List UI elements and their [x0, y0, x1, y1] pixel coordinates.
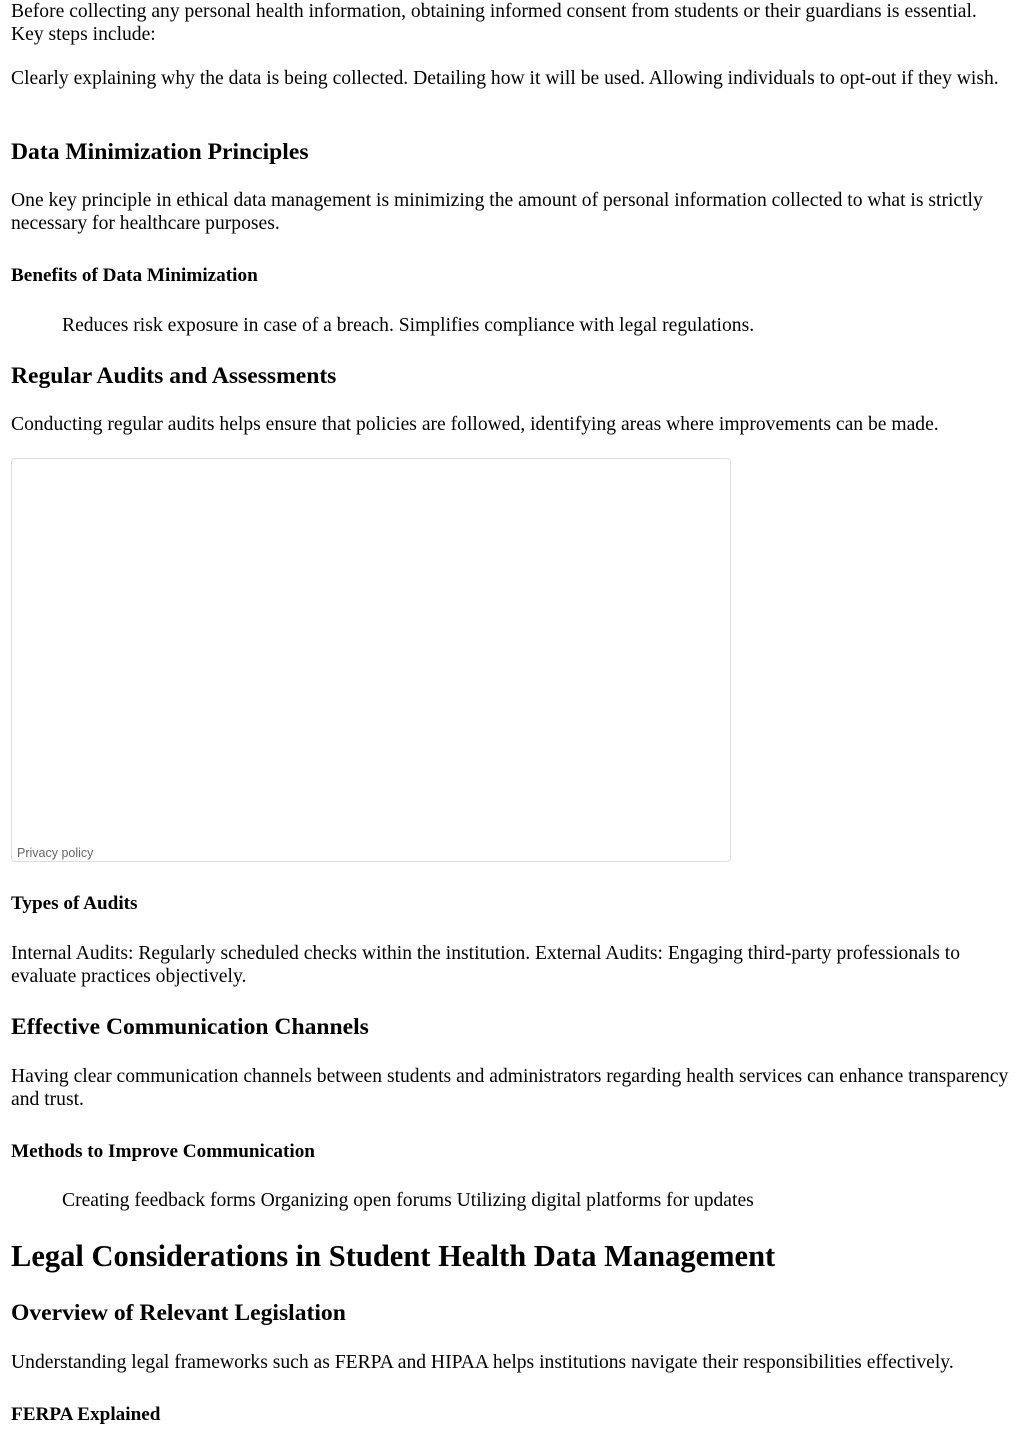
- privacy-policy-link[interactable]: Privacy policy: [17, 846, 94, 860]
- legislation-overview-heading: Overview of Relevant Legislation: [11, 1300, 346, 1326]
- legislation-paragraph: Understanding legal frameworks such as FERPA and HIPAA helps institutions navigate their responsibilities effectively.: [11, 1352, 954, 1373]
- benefits-heading: Benefits of Data Minimization: [11, 265, 258, 286]
- communication-heading: Effective Communication Channels: [11, 1014, 369, 1040]
- communication-methods-heading: Methods to Improve Communication: [11, 1141, 315, 1162]
- consent-steps-paragraph: Clearly explaining why the data is being collected. Detailing how it will be used. Allowing individuals to opt-out if they wish.: [11, 68, 999, 89]
- embedded-content-frame[interactable]: [11, 458, 731, 862]
- communication-methods-list: Creating feedback forms Organizing open forums Utilizing digital platforms for updates: [62, 1190, 754, 1211]
- audit-types-heading: Types of Audits: [11, 893, 138, 914]
- consent-intro-paragraph: Before collecting any personal health information, obtaining informed consent from students or their guardians is essential. Key steps include:: [11, 1, 977, 45]
- audits-paragraph: Conducting regular audits helps ensure that policies are followed, identifying areas where improvements can be made.: [11, 414, 939, 435]
- data-minimization-paragraph: One key principle in ethical data management is minimizing the amount of personal information collected to what is strictly necessary for healthcare purposes.: [11, 190, 983, 234]
- data-minimization-heading: Data Minimization Principles: [11, 139, 309, 165]
- benefits-list: Reduces risk exposure in case of a breach. Simplifies compliance with legal regulations.: [62, 315, 755, 336]
- audit-types-paragraph: Internal Audits: Regularly scheduled checks within the institution. External Audits: Engaging third-party professionals to evaluate practices objectively.: [11, 943, 961, 987]
- communication-paragraph: Having clear communication channels between students and administrators regarding health services can enhance transparency and trust.: [11, 1066, 1009, 1110]
- ferpa-heading: FERPA Explained: [11, 1404, 161, 1425]
- audits-heading: Regular Audits and Assessments: [11, 363, 337, 389]
- legal-considerations-heading: Legal Considerations in Student Health Data Management: [11, 1239, 776, 1273]
